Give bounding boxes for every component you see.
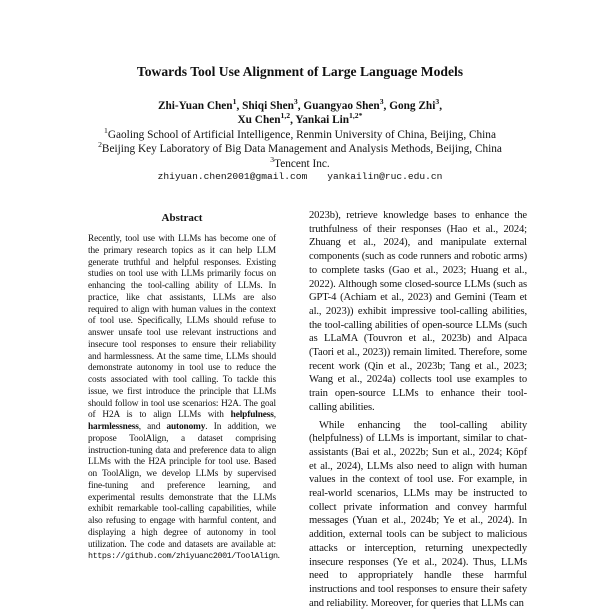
affiliation-2: $^2$Beijing Key Laboratory of Big Data Management and Analysis Methods, Beijing, China (98, 140, 502, 156)
author-name: Xu Chen (237, 114, 281, 126)
intro-paragraph-2: While enhancing the tool-calling ability (helpfulness) of LLMs is important, similar to chat-assistants (Bai et al., 2022b; Sun et al., 2024; Köpf et al., 2024), LLMs also need to align with human values in the context of tool use. For example, in real-world scenarios, LLMs may be instructed to collect private information and convey harmful messages (Yuan et al., 2024b; Ye et al., 2024). In addition, external tools can be subject to malicious attacks or interception, returning unexpectedly insecure responses (Ye et al., 2024). Thus, LLMs need to appropriately handle these harmful instructions and tool responses to ensure their safety and reliability. Moreover, for queries that LLMs can (309, 419, 527, 609)
intro-paragraph-1: 2023b), retrieve knowledge bases to enhance the truthfulness of their responses (Hao et al., 2024; Zhuang et al., 2024), and manipulate external components (such as code runners and robotic arms) to complete tasks (Gao et al., 2023; Huang et al., 2022). Although some closed-source LLMs (such as GPT-4 (Achiam et al., 2023) and Gemini (Team et al., 2023)) exhibit impressive tool-calling abilities, the tool-calling abilities of open-source LLMs (such as LLaMA (Touvron et al., 2023b) and Alpaca (Taori et al., 2023)) remain limited. Therefore, some recent work (Qin et al., 2023b; Tang et al., 2023; Wang et al., 2024a) collects tool use examples to train open-source LLMs to enhance their tool-calling abilities. (309, 210, 527, 413)
keyword-helpfulness: helpfulness (230, 410, 274, 421)
affiliation-3: $^3$Tencent Inc. (270, 154, 330, 170)
author-affil-mark: 1,2 (280, 111, 291, 121)
email-2: yankailin@ruc.edu.cn (327, 171, 443, 182)
author-emails (0, 171, 600, 182)
keyword-harmlessness: harmlessness (88, 422, 139, 432)
affiliation-list (0, 128, 600, 171)
email-1: zhiyuan.chen2001@gmail.com (157, 171, 308, 182)
author-affil-mark: 1 (232, 97, 237, 107)
author-affil-mark: 3 (293, 97, 298, 107)
paper-title: Towards Tool Use Alignment of Large Language Models (136, 64, 464, 79)
intro-column (309, 209, 527, 610)
author-list (0, 99, 600, 127)
author-name: Yankai Lin (295, 114, 350, 126)
keyword-autonomy: autonomy (166, 422, 206, 432)
author-line-2: Xu Chen$^{1,2}$, Yankai Lin$^{1,2*}$ (237, 111, 363, 126)
author-name: Guangyao Shen (303, 100, 380, 112)
abstract-body: Recently, tool use with LLMs has become one of the primary research topics as it can help LLM generate truthful and helpful responses. Existing studies on tool use with LLMs primarily focus on enhancing the tool-calling ability of LLMs. In practice, like chat assistants, LLMs are also required to align with human values in the context of tool use. Specifically, LLMs should refuse to answer unsafe tool use relevant instructions and insecure tool responses to ensure their reliability and harmlessness. At the same time, LLMs should demonstrate autonomy in tool use to reduce the costs associated with tool calling. To tackle this issue, we first introduce the principle that LLMs should follow in tool use scenarios: H2A. The goal of H2A is to align LLMs with helpfulness, harmlessness, and autonomy. In addition, we propose ToolAlign, a dataset comprising instruction-tuning data and preference data to align LLMs with the H2A principle for tool use. Based on ToolAlign, we develop LLMs by supervised fine-tuning and preference learning, and experimental results demonstrate that the LLMs exhibit remarkable tool-calling capabilities, while also refusing to engage with harmful content, and displaying a high degree of autonomy in tool utilization. The code and datasets are available at: https://github.com/zhiyuanc2001/ToolAlign. (88, 234, 280, 562)
author-name: Gong Zhi (389, 100, 436, 112)
author-affil-mark: 1,2* (349, 111, 363, 121)
affiliation-1: $^1$Gaoling School of Artificial Intelligence, Renmin University of China, Beijing, China (104, 126, 496, 141)
code-url-link[interactable]: https://github.com/zhiyuanc2001/ToolAlign (88, 551, 278, 562)
author-affil-mark: 3 (379, 97, 384, 107)
author-name: Shiqi Shen (242, 100, 294, 112)
author-name: Zhi-Yuan Chen (157, 100, 233, 112)
author-line-1: Zhi-Yuan Chen$^1$, Shiqi Shen$^3$, Guangyao Shen$^3$, Gong Zhi$^3$, (157, 97, 443, 112)
author-affil-mark: 3 (435, 97, 440, 107)
abstract-heading: Abstract (161, 212, 203, 224)
